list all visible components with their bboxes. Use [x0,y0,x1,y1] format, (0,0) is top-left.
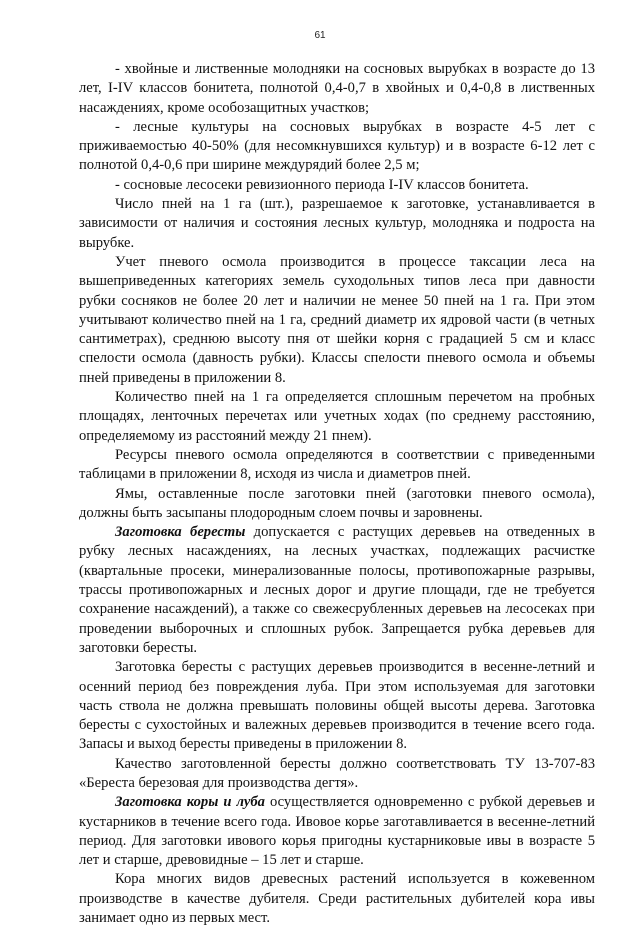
paragraph [79,755,595,794]
paragraph [79,118,595,176]
paragraph-text: осуществляется одновременно с рубкой деревьев и кустарников в течение всего года. Ивовое корье заготавливается в весенне-летний период. Для заготовки ивового корья пригодны кустарниковые ивы в возрасте 5 лет и старше, древовидные – 15 лет и старше. [79,794,595,869]
paragraph-text: Учет пневого осмола производится в процессе таксации леса на вышеприведенных категориях земель суходольных типов леса при давности рубки сосняков не более 20 лет и наличии не менее 50 пней на 1 га. При этом учитывают количество пней на 1 га, средний диаметр их ядровой части (в четных сантиметрах), среднюю высоту пня от шейки корня с градацией 5 см и класс спелости осмола (давность рубки). Классы спелости пневого осмола и объемы пней приведены в приложении 8. [79,253,595,386]
paragraph-text: - сосновые лесосеки ревизионного периода I-IV классов бонитета. [115,176,529,193]
paragraph-text: Заготовка бересты с растущих деревьев производится в весенне-летний и осенний период без повреждения луба. При этом используемая для заготовки часть ствола не должна превышать половины общей высоты дерева. Заготовка бересты с сухостойных и валежных деревьев производится в течение всего года. Запасы и выход бересты приведены в приложении 8. [79,659,595,753]
section-run-in-heading: Заготовка коры и луба [115,794,265,811]
paragraph-text: - хвойные и лиственные молодняки на сосновых вырубках в возрасте до 13 лет, I-IV классов бонитета, полнотой 0,4-0,7 в хвойных и 0,4-0,8 в лиственных насаждениях, кроме особозащитных участков; [79,61,595,116]
paragraph-text: Качество заготовленной бересты должно соответствовать ТУ 13-707-83 «Береста березовая для производства дегтя». [79,755,595,791]
paragraph [79,446,595,485]
paragraph-text: Число пней на 1 га (шт.), разрешаемое к заготовке, устанавливается в зависимости от наличия и состояния лесных культур, молодняка и подроста на вырубке. [79,196,595,251]
paragraph [79,253,595,388]
paragraph [79,60,595,118]
paragraph-text: Ресурсы пневого осмола определяются в соответствии с приведенными таблицами в приложении 8, исходя из числа и диаметров пней. [79,446,595,483]
paragraph [79,793,595,870]
paragraph [79,485,595,524]
paragraph-text: Кора многих видов древесных растений используется в кожевенном производстве в качестве дубителя. Среди растительных дубителей кора ивы занимает одно из первых мест. [79,871,595,927]
paragraph-text: Ямы, оставленные после заготовки пней (заготовки пневого осмола), должны быть засыпаны плодородным слоем почвы и заровнены. [79,485,595,521]
paragraph-text: - лесные культуры на сосновых вырубках в возрасте 4-5 лет с приживаемостью 40-50% (для несомкнувшихся культур) и в возрасте 6-12 лет с полнотой 0,4-0,6 при ширине междурядий более 2,5 м; [79,118,595,174]
document-body [79,60,595,928]
paragraph-text: допускается с растущих деревьев на отведенных в рубку лесных насаждениях, на лесных участках, подлежащих расчистке (квартальные просеки, минерализованные полосы, противопожарные разрывы, трассы противопожарных и лесных дорог и другие площади, где не требуется сохранение насаждений), а также со свежесрубленных деревьев на лесосеках при проведении выборочных и сплошных рубок. Запрещается рубка деревьев для заготовки бересты. [79,524,595,656]
paragraph [79,523,595,658]
paragraph [79,658,595,754]
paragraph [79,195,595,253]
paragraph [79,176,595,195]
section-run-in-heading: Заготовка бересты [115,524,246,541]
page-number: 61 [314,30,326,41]
paragraph [79,388,595,446]
paragraph-text: Количество пней на 1 га определяется сплошным перечетом на пробных площадях, ленточных перечетах или учетных ходах (по среднему расстоянию, определяемому из расстояний между 21 пнем). [79,389,595,444]
paragraph [79,870,595,928]
